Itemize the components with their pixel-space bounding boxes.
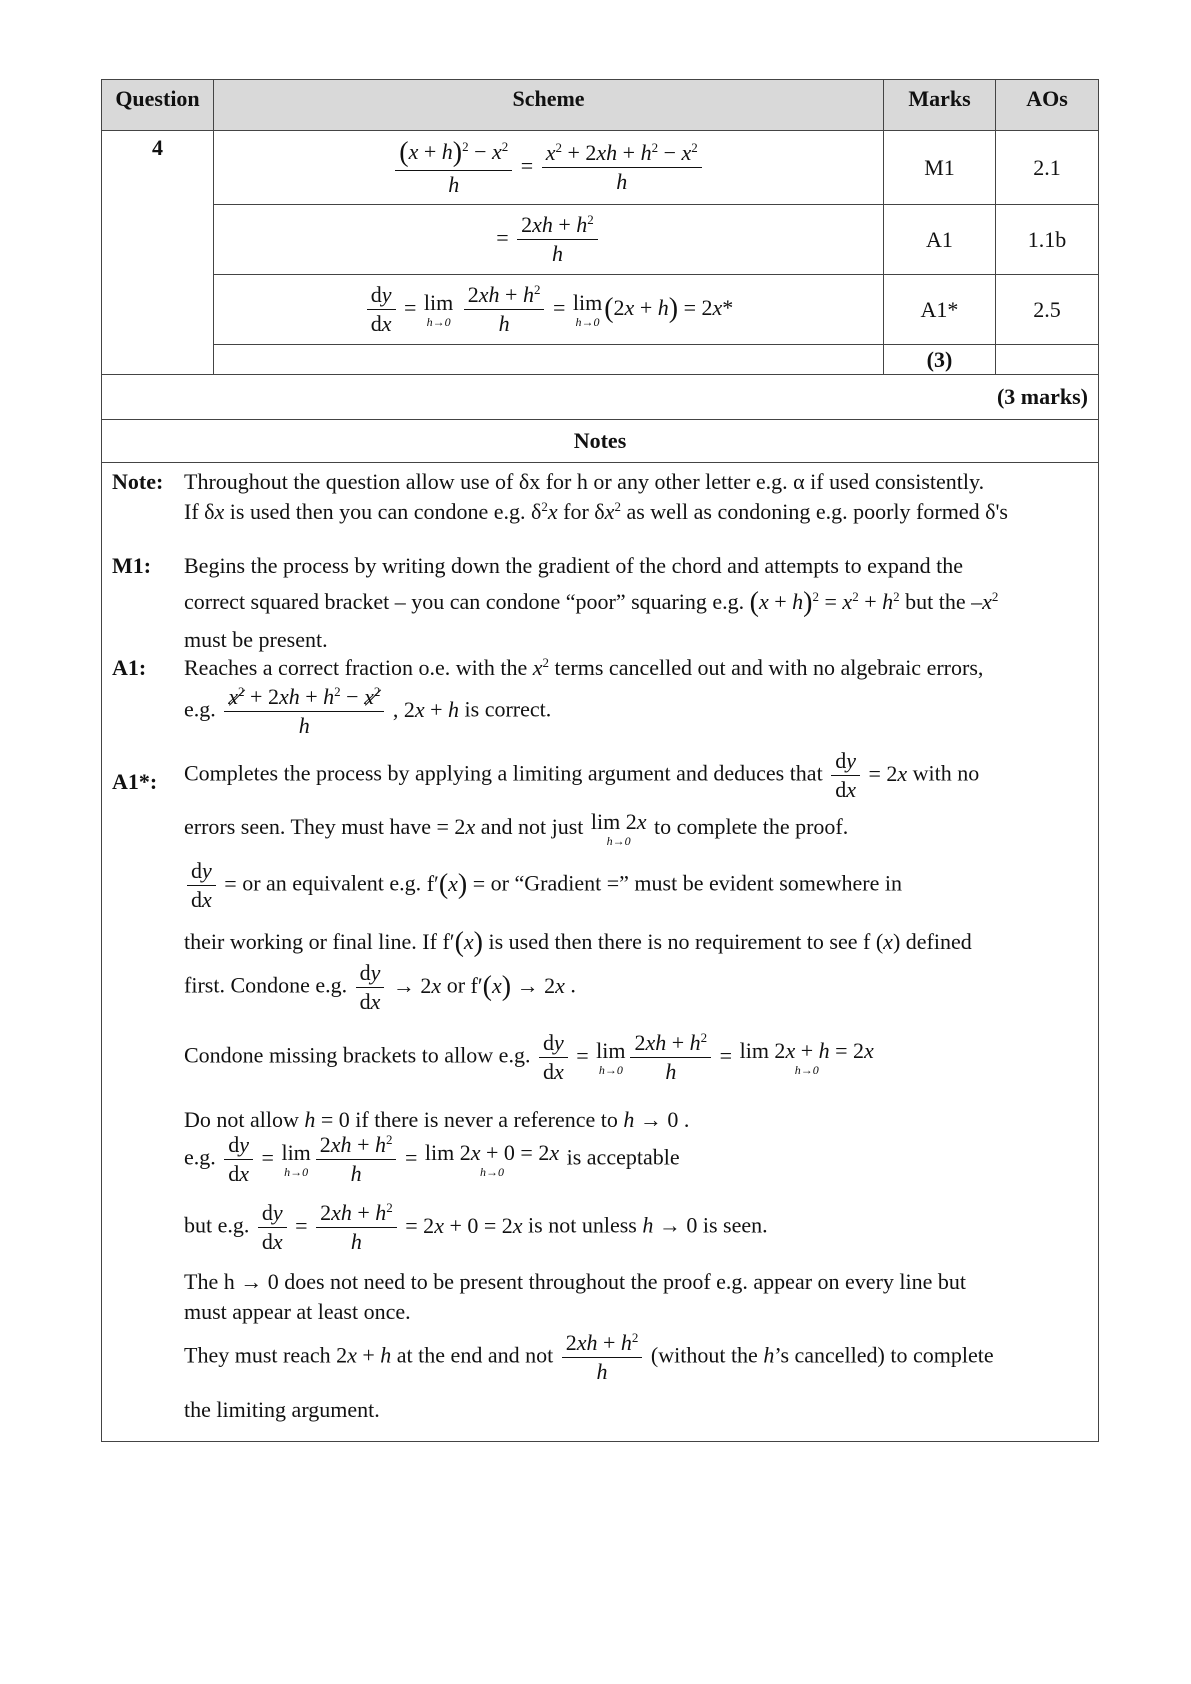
note-label: Note: [112, 469, 164, 494]
header-aos: AOs [996, 80, 1099, 131]
note-line-2: If δx is used then you can condone e.g. $\delta^2x$ for $\delta x^2$ as well as condoning e.g. poorly formed δ's [184, 499, 1008, 524]
no-h-zero-line: Do not allow h = 0 if there is never a reference to h → 0 . [184, 1107, 690, 1132]
a1star-label: A1*: [112, 769, 158, 794]
mark-scheme-page [101, 79, 1098, 1442]
notes-body [102, 463, 1099, 1442]
a1star-line-5: first. Condone e.g. $\frac{dy}{dx}$ → 2x or f′(x) → 2x . [184, 960, 576, 1015]
m1-line-3: must be present. [184, 627, 328, 652]
ao-cell: 2.5 [996, 275, 1099, 345]
scheme-row [102, 131, 1099, 205]
total-marks: (3 marks) [102, 375, 1099, 420]
header-marks: Marks [884, 80, 996, 131]
ao-cell: 2.1 [996, 131, 1099, 205]
mark-cell: M1 [884, 131, 996, 205]
mark-scheme-table [101, 79, 1099, 1442]
a1-line-1: Reaches a correct fraction o.e. with the $x^2$ terms cancelled out and with no algebraic errors, [184, 655, 984, 680]
throughout-line-2: must appear at least once. [184, 1299, 411, 1324]
totals-row [102, 375, 1099, 420]
m1-line-1: Begins the process by writing down the gradient of the chord and attempts to expand the [184, 553, 963, 578]
a1-label: A1: [112, 655, 147, 680]
notes-body-row [102, 463, 1099, 1442]
mark-cell: A1* [884, 275, 996, 345]
note-line-1: Throughout the question allow use of δx for h or any other letter e.g. α if used consistently. [184, 469, 985, 494]
table-header-row [102, 80, 1099, 131]
notes-heading: Notes [102, 420, 1099, 463]
scheme-step-1: $\frac{(x + h)^2 - x^2}{h}$ = $\frac{x^2 + 2xh + h^2 - x^2}{h}$ [214, 131, 884, 205]
ao-cell: 1.1b [996, 205, 1099, 275]
condone-line: Condone missing brackets to allow e.g. $\frac{dy}{dx}$ = lim h→0 $\frac{2xh + h^2}{h}$ = lim 2x + h = 2x h→0 [184, 1030, 874, 1085]
question-number: 4 [102, 131, 214, 375]
a1-line-2: e.g. $\frac{x^2 + 2xh + h^2 - x^2}{h}$ , 2x + h is correct. [184, 684, 552, 739]
a1star-line-3: $\frac{dy}{dx}$ = or an equivalent e.g. f′(x) = or “Gradient =” must be evident somewhere in [184, 859, 902, 912]
scheme-row [102, 275, 1099, 345]
scheme-row [102, 345, 1099, 375]
acceptable-line: e.g. $\frac{dy}{dx}$ = lim h→0 $\frac{2xh + h^2}{h}$ = lim 2x + 0 = 2x h→0 is acceptable [184, 1132, 680, 1187]
scheme-row [102, 205, 1099, 275]
m1-label: M1: [112, 553, 152, 578]
notes-heading-row [102, 420, 1099, 463]
scheme-step-3: $\frac{dy}{dx}$ = lim h→0 $\frac{2xh + h^2}{h}$ = lim h→0 (2x + h) = 2x* [214, 275, 884, 345]
throughout-line-1: The h → 0 does not need to be present throughout the proof e.g. appear on every line but [184, 1269, 966, 1294]
a1star-line-1: Completes the process by applying a limiting argument and deduces that $\frac{dy}{dx}$ = 2x with no [184, 748, 980, 803]
ao-cell [996, 345, 1099, 375]
reach-line: They must reach 2x + h at the end and not $\frac{2xh + h^2}{h}$ (without the h’s cancelled) to complete [184, 1330, 994, 1385]
header-question: Question [102, 80, 214, 131]
not-acceptable-line: but e.g. $\frac{dy}{dx}$ = $\frac{2xh + h^2}{h}$ = 2x + 0 = 2x is not unless h → 0 is seen. [184, 1200, 768, 1255]
limiting-end-line: the limiting argument. [184, 1397, 380, 1422]
a1star-line-2: errors seen. They must have = 2x and not just lim 2x h→0 to complete the proof. [184, 809, 849, 848]
m1-line-2: correct squared bracket – you can condone “poor” squaring e.g. $(x + h)^2 = x^2 + h^2$ but the $-x^2$ [184, 587, 999, 618]
scheme-step-2: = $\frac{2xh + h^2}{h}$ [214, 205, 884, 275]
mark-subtotal: (3) [884, 345, 996, 375]
header-scheme: Scheme [214, 80, 884, 131]
a1star-line-4: their working or final line. If f′(x) is used then there is no requirement to see f (x) defined [184, 927, 972, 958]
mark-cell: A1 [884, 205, 996, 275]
